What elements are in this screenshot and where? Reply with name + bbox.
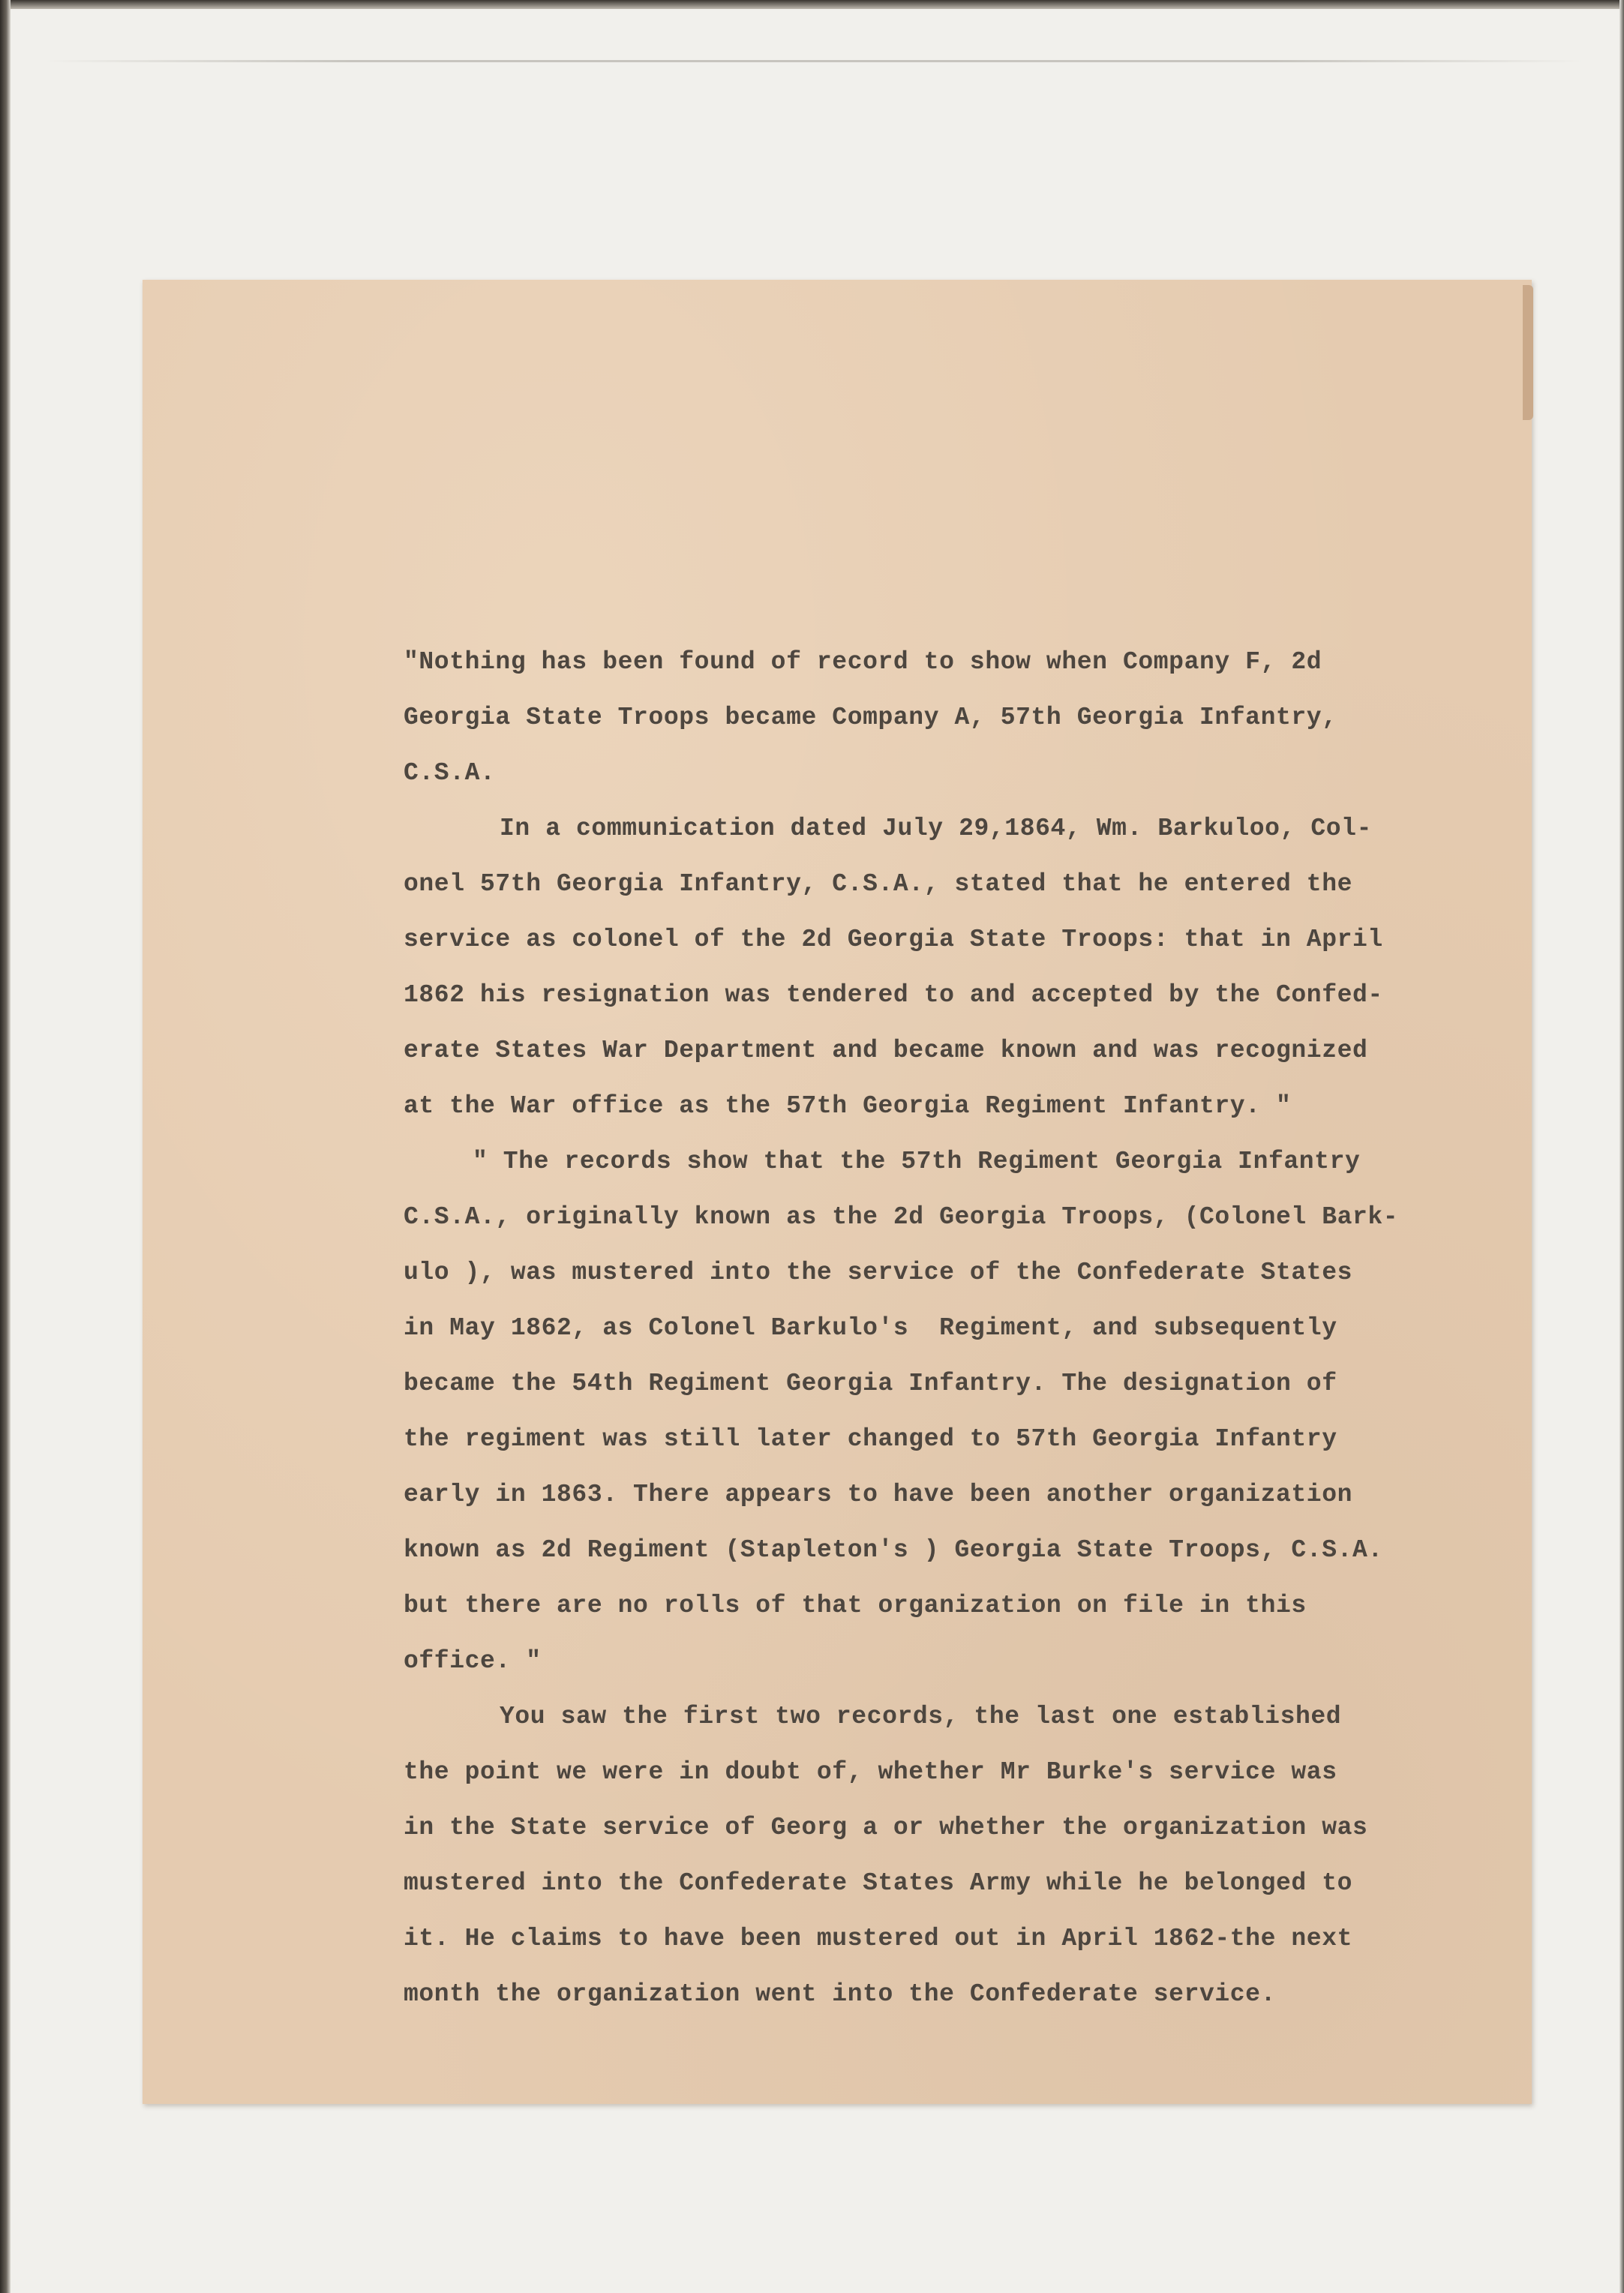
text-line: ulo ), was mustered into the service of the Confederate States bbox=[404, 1259, 1352, 1286]
text-line: office. " bbox=[404, 1647, 542, 1675]
text-line: but there are no rolls of that organization on file in this bbox=[404, 1592, 1307, 1619]
text-line: early in 1863. There appears to have been another organization bbox=[404, 1481, 1352, 1508]
mount-sheet-crease bbox=[45, 60, 1583, 62]
text-line: service as colonel of the 2d Georgia State Troops: that in April bbox=[404, 926, 1383, 953]
text-line: in May 1862, as Colonel Barkulo's Regiment, and subsequently bbox=[404, 1314, 1337, 1342]
text-line: month the organization went into the Confederate service. bbox=[404, 1980, 1276, 2008]
text-line: became the 54th Regiment Georgia Infantry. The designation of bbox=[404, 1370, 1337, 1397]
paragraph-start: You saw the first two records, the last one established bbox=[500, 1703, 1342, 1730]
text-line: mustered into the Confederate States Army while he belonged to bbox=[404, 1869, 1352, 1897]
text-line: it. He claims to have been mustered out in April 1862-the next bbox=[404, 1925, 1352, 1952]
scan-border-right bbox=[1619, 0, 1624, 2293]
text-line: "Nothing has been found of record to show when Company F, 2d bbox=[404, 648, 1322, 676]
text-line: the point we were in doubt of, whether Mr Burke's service was bbox=[404, 1758, 1337, 1786]
text-line: C.S.A. bbox=[404, 759, 496, 787]
text-line: C.S.A., originally known as the 2d Georgia Troops, (Colonel Bark- bbox=[404, 1203, 1399, 1231]
paper-torn-edge bbox=[1523, 285, 1533, 420]
scan-border-top bbox=[0, 0, 1624, 9]
scan-border-left bbox=[0, 0, 11, 2293]
text-line bbox=[404, 1134, 1529, 1190]
text-line: 1862 his resignation was tendered to and accepted by the Confed- bbox=[404, 981, 1383, 1009]
text-line: erate States War Department and became known and was recognized bbox=[404, 1037, 1368, 1064]
text-line: Georgia State Troops became Company A, 57th Georgia Infantry, bbox=[404, 704, 1337, 731]
text-line: known as 2d Regiment (Stapleton's ) Georgia State Troops, C.S.A. bbox=[404, 1536, 1383, 1564]
text-line: in the State service of Georg a or whether the organization was bbox=[404, 1814, 1368, 1841]
paragraph-start: In a communication dated July 29,1864, Wm. Barkuloo, Col- bbox=[500, 815, 1372, 842]
text-line: onel 57th Georgia Infantry, C.S.A., stated that he entered the bbox=[404, 870, 1352, 898]
text-line: the regiment was still later changed to 57th Georgia Infantry bbox=[404, 1425, 1337, 1453]
letter-body bbox=[404, 635, 1529, 2022]
text-line bbox=[404, 1689, 1529, 1745]
text-line bbox=[404, 801, 1529, 857]
text-line: at the War office as the 57th Georgia Regiment Infantry. " bbox=[404, 1092, 1292, 1120]
paragraph-start: " The records show that the 57th Regiment Georgia Infantry bbox=[473, 1148, 1361, 1175]
